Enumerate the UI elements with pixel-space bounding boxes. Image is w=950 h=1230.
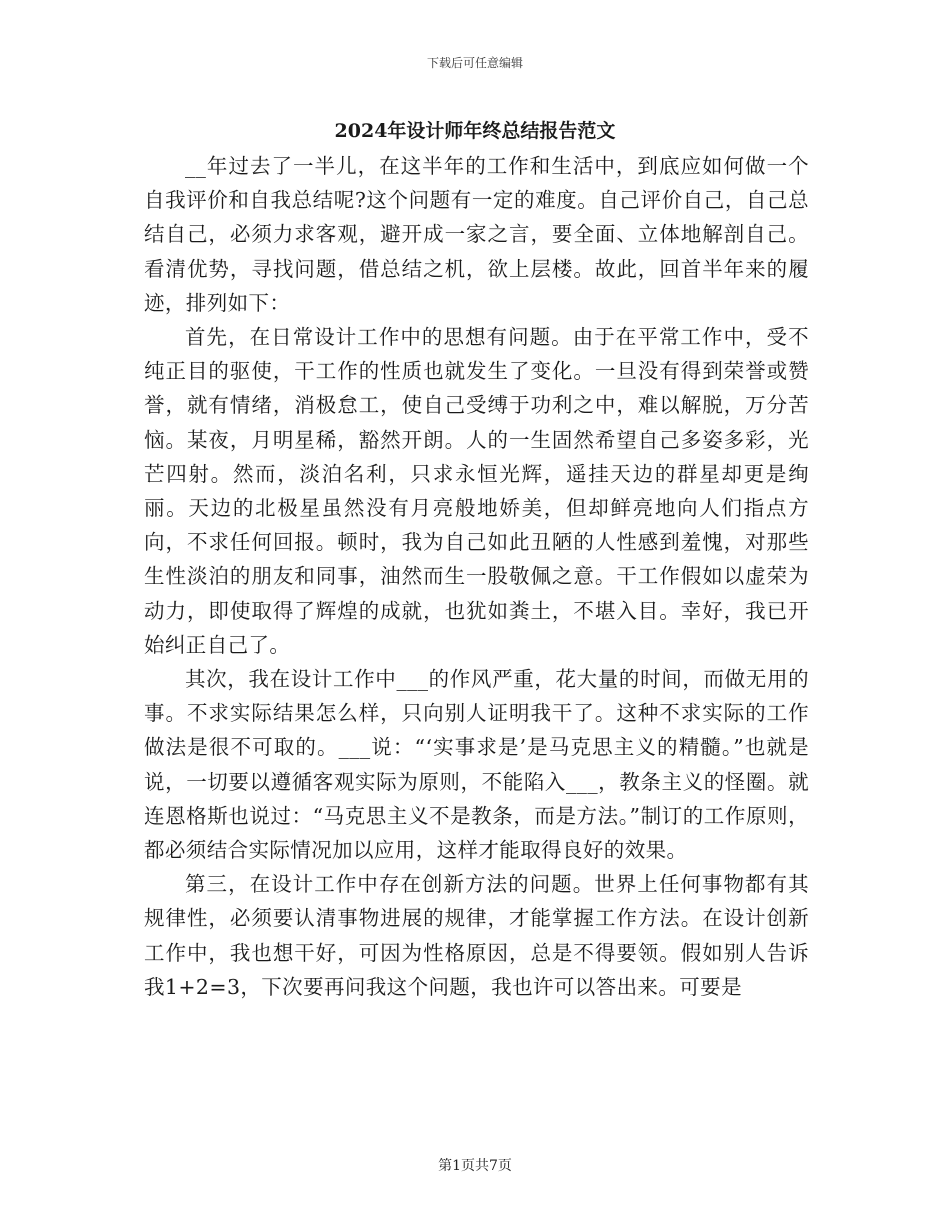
paragraph-intro: __年过去了一半儿，在这半年的工作和生活中，到底应如何做一个自我评价和自我总结呢?这个问题有一定的难度。自己评价自己，自己总结自己，必须力求客观，避开成一家之言，要全面、立体地解剖自己。看清优势，寻找问题，借总结之机，欲上层楼。故此，回首半年来的履迹，排列如下： bbox=[144, 154, 809, 315]
page-number-footer: 第1页共7页 bbox=[438, 1158, 512, 1174]
paragraph-second-point: 其次，我在设计工作中___的作风严重，花大量的时间，而做无用的事。不求实际结果怎么样，只向别人证明我干了。这种不求实际的工作做法是很不可取的。___说：“‘实事求是’是马克思主义的精髓。”也就是说，一切要以遵循客观实际为原则，不能陷入___，教条主义的怪圈。就连恩格斯也说过：“马克思主义不是教条，而是方法。”制订的工作原则，都必须结合实际情况加以应用，这样才能取得良好的效果。 bbox=[144, 667, 809, 863]
paragraph-third-point: 第三，在设计工作中存在创新方法的问题。世界上任何事物都有其规律性，必须要认清事物进展的规律，才能掌握工作方法。在设计创新工作中，我也想干好，可因为性格原因，总是不得要领。假如别人告诉我1+2=3，下次要再问我这个问题，我也许可以答出来。可要是 bbox=[144, 872, 809, 999]
document-title: 2024年设计师年终总结报告范文 bbox=[334, 120, 616, 142]
paragraph-first-point: 首先，在日常设计工作中的思想有问题。由于在平常工作中，受不纯正目的驱使，干工作的性质也就发生了变化。一旦没有得到荣誉或赞誉，就有情绪，消极怠工，使自己受缚于功利之中，难以解脱，万分苦恼。某夜，月明星稀，豁然开朗。人的一生固然希望自己多姿多彩，光芒四射。然而，淡泊名利，只求永恒光辉，遥挂天边的群星却更是绚丽。天边的北极星虽然没有月亮般地娇美，但却鲜亮地向人们指点方向，不求任何回报。顿时，我为自己如此丑陋的人性感到羞愧，对那些生性淡泊的朋友和同事，油然而生一股敬佩之意。干工作假如以虚荣为动力，即使取得了辉煌的成就，也犹如粪土，不堪入目。幸好，我已开始纠正自己了。 bbox=[144, 325, 809, 657]
document-body bbox=[144, 149, 809, 1004]
page-header-note: 下载后可任意编辑 bbox=[426, 56, 523, 70]
